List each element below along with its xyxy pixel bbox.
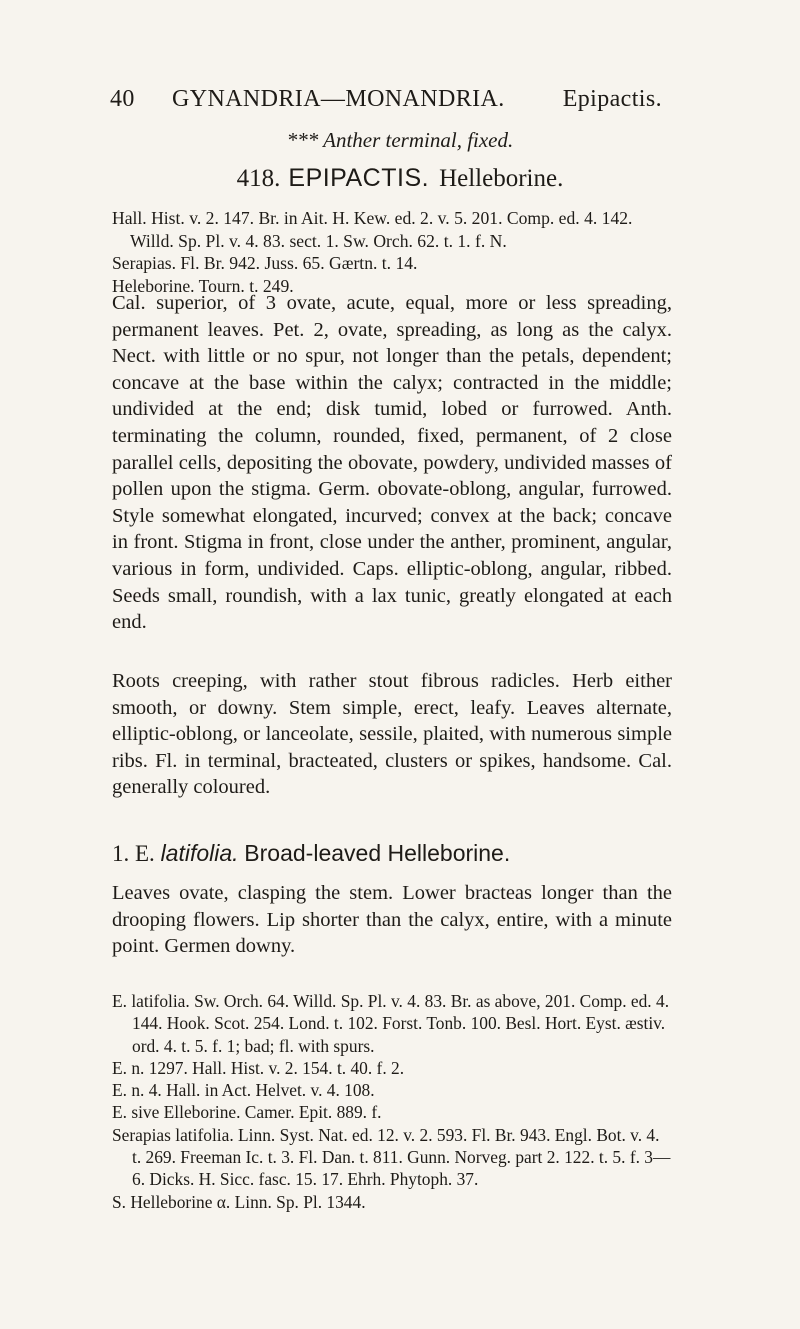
synonym-entry: E. n. 1297. Hall. Hist. v. 2. 154. t. 40. f. 2. <box>112 1057 405 1078</box>
synonym-entry: S. Helleborine α. Linn. Sp. Pl. 1344. <box>112 1191 366 1212</box>
generic-description-text: Cal. superior, of 3 ovate, acute, equal, more or less spreading, permanent leaves. Pet. 2, ovate, spreading, as long as the calyx. Nect. with little or no spur, not longer than the petals, dependent; concave at the base within the calyx; contracted in the middle; undivided at the end; disk tumid, lobed or furrowed. Anth. terminating the column, rounded, fixed, permanent, of 2 close parallel cells, depositing the obovate, powdery, undivided masses of pollen upon the stigma. Germ. obovate-oblong, angular, furrowed. Style somewhat elongated, incurved; convex at the back; concave in front. Stigma in front, close under the anther, prominent, angular, various in form, undivided. Caps. elliptic-oblong, angular, ribbed. Seeds small, roundish, with a lax tunic, greatly elongated at each end. <box>112 292 672 634</box>
section-heading <box>0 128 800 153</box>
reference-line: Hall. Hist. v. 2. 147. Br. in Ait. H. Kew. ed. 2. v. 5. 201. Comp. ed. 4. 142. Willd. Sp. Pl. v. 4. 83. sect. 1. Sw. Orch. 62. t. 1. f. N. <box>112 208 633 251</box>
species-synonyms <box>112 990 672 1213</box>
running-head: Epipactis. <box>562 86 662 112</box>
species-number: 1. E. <box>112 841 155 866</box>
synonym-entry: E. latifolia. Sw. Orch. 64. Willd. Sp. Pl. v. 4. 83. Br. as above, 201. Comp. ed. 4. 144. Hook. Scot. 254. Lond. t. 102. Forst. Tonb. 100. Besl. Hort. Eyst. æstiv. ord. 4. t. 5. f. 1; bad; fl. with spurs. <box>112 991 670 1056</box>
reference-line: Serapias. Fl. Br. 942. Juss. 65. Gærtn. t. 14. <box>112 253 418 273</box>
genus-number: 418. <box>236 165 281 192</box>
reference-line: Heleborine. Tourn. t. 249. <box>112 275 294 296</box>
page-number: 40 <box>110 86 135 112</box>
synonym-entry: Serapias latifolia. Linn. Syst. Nat. ed. 12. v. 2. 593. Fl. Br. 943. Engl. Bot. v. 4. t. 269. Freeman Ic. t. 3. Fl. Dan. t. 811. Gunn. Norveg. part 2. 122. t. 5. f. 3—6. Dicks. H. Sicc. fasc. 15. 17. Ehrh. Phytoph. 37. <box>112 1124 671 1190</box>
genus-common-name: Helleborine. <box>439 165 564 192</box>
section-heading-text: *** Anther terminal, fixed. <box>286 128 514 152</box>
header-title: GYNANDRIA—MONANDRIA. <box>172 86 505 112</box>
genus-name: EPIPACTIS. <box>288 164 430 192</box>
species-latin-name: latifolia. <box>160 840 239 866</box>
synonym-entry: E. sive Elleborine. Camer. Epit. 889. f. <box>112 1102 382 1123</box>
species-common-name: Broad-leaved Helleborine. <box>244 840 511 866</box>
species-description <box>112 880 672 960</box>
generic-description <box>112 290 672 636</box>
genus-references <box>112 207 672 297</box>
habit-description-text: Roots creeping, with rather stout fibrous radicles. Herb either smooth, or downy. Stem simple, erect, leafy. Leaves alternate, elliptic-oblong, or lanceolate, sessile, plaited, with numerous simple ribs. Fl. in terminal, bracteated, clusters or spikes, handsome. Cal. generally coloured. <box>112 670 672 799</box>
species-heading <box>112 840 672 867</box>
running-header <box>110 86 662 118</box>
species-description-text: Leaves ovate, clasping the stem. Lower bracteas longer than the drooping flowers. Lip shorter than the calyx, entire, with a minute point. Germen downy. <box>112 882 672 958</box>
habit-description <box>112 668 672 801</box>
genus-heading <box>0 164 800 193</box>
synonym-entry: E. n. 4. Hall. in Act. Helvet. v. 4. 108. <box>112 1080 375 1101</box>
